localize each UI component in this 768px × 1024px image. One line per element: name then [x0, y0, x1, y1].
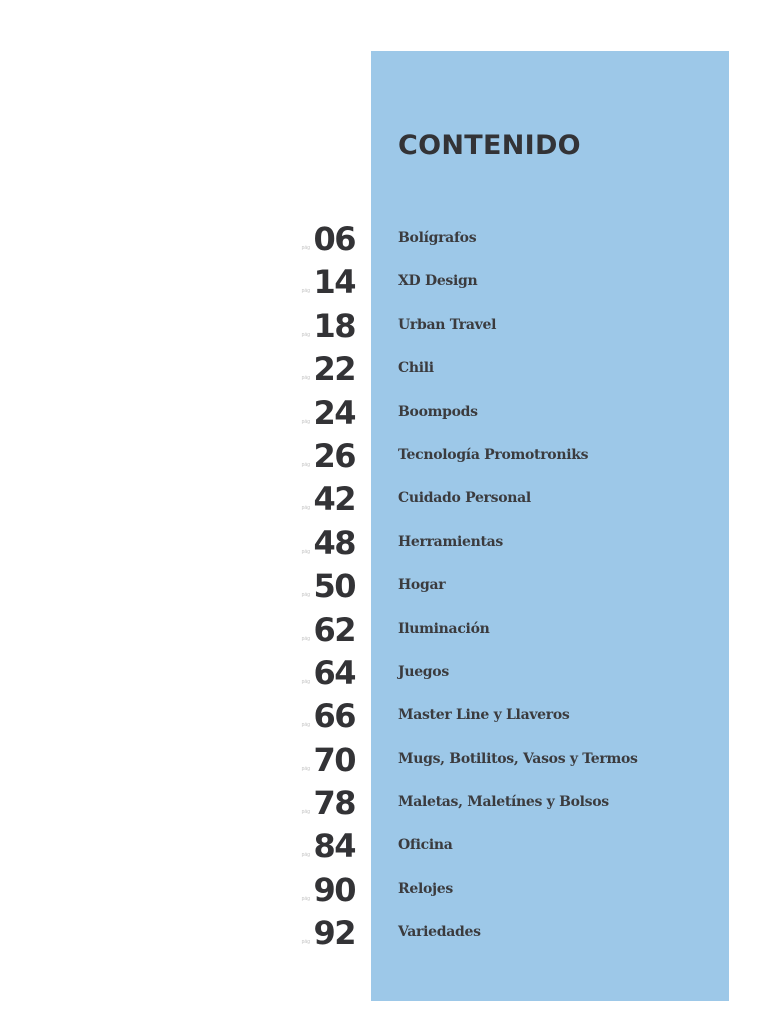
page-number: 24	[313, 393, 355, 432]
page-prefix: pág	[301, 418, 310, 425]
section-name[interactable]: Oficina	[398, 837, 453, 854]
section-name[interactable]: Tecnología Promotroniks	[398, 446, 589, 463]
page-number: 64	[313, 653, 355, 692]
page-number: 92	[313, 914, 355, 953]
toc-entry[interactable]	[0, 391, 768, 434]
toc-entry[interactable]	[0, 694, 768, 737]
page-prefix: pág	[301, 331, 310, 338]
page-number: 78	[313, 784, 355, 823]
section-name[interactable]: Iluminación	[398, 620, 490, 637]
section-name[interactable]: Bolígrafos	[398, 230, 477, 246]
page-number: 70	[313, 740, 355, 779]
page-prefix: pág	[301, 245, 310, 251]
page-prefix: pág	[301, 505, 310, 512]
page-number: 42	[313, 480, 355, 519]
page-number: 90	[313, 870, 355, 909]
page-prefix: pág	[301, 635, 310, 642]
section-name[interactable]: Chili	[398, 360, 434, 377]
page-number: 26	[313, 436, 355, 475]
page-prefix: pág	[301, 678, 310, 685]
page-number: 50	[313, 567, 355, 606]
page-prefix: pág	[301, 375, 310, 382]
page-number: 84	[313, 827, 355, 866]
table-of-contents	[0, 217, 768, 955]
page-number: 14	[313, 263, 355, 302]
page-prefix: pág	[301, 548, 310, 555]
toc-entry[interactable]	[0, 260, 768, 303]
page-prefix: pág	[301, 852, 310, 859]
page-number: 48	[313, 523, 355, 562]
page-number: 22	[313, 350, 355, 389]
toc-entry[interactable]	[0, 347, 768, 390]
section-name[interactable]: Juegos	[398, 663, 449, 680]
toc-entry[interactable]	[0, 738, 768, 781]
section-name[interactable]: Maletas, Maletínes y Bolsos	[398, 794, 609, 811]
page-number: 62	[313, 610, 355, 649]
page-prefix: pág	[301, 809, 310, 816]
page-prefix: pág	[301, 765, 310, 772]
section-name[interactable]: Boompods	[398, 403, 478, 420]
section-name[interactable]: Herramientas	[398, 533, 503, 550]
page-prefix: pág	[301, 592, 310, 599]
section-name[interactable]: Master Line y Llaveros	[398, 707, 570, 724]
section-name[interactable]: Hogar	[398, 577, 446, 594]
section-name[interactable]: Cuidado Personal	[398, 490, 531, 507]
toc-entry[interactable]	[0, 521, 768, 564]
toc-entry[interactable]	[0, 564, 768, 607]
section-name[interactable]: Urban Travel	[398, 316, 497, 333]
page-prefix: pág	[301, 895, 310, 902]
section-name[interactable]: Relojes	[398, 880, 453, 897]
toc-entry[interactable]	[0, 651, 768, 694]
toc-entry[interactable]	[0, 781, 768, 824]
toc-entry[interactable]	[0, 477, 768, 520]
toc-entry[interactable]	[0, 608, 768, 651]
page-number: 18	[313, 306, 355, 345]
page-number: 66	[313, 697, 355, 736]
toc-entry[interactable]	[0, 911, 768, 954]
page-prefix: pág	[301, 722, 310, 729]
section-name[interactable]: XD Design	[398, 273, 478, 290]
section-name[interactable]: Mugs, Botilitos, Vasos y Termos	[398, 750, 638, 767]
page-number: 06	[313, 220, 355, 258]
page-prefix: pág	[301, 461, 310, 468]
toc-entry[interactable]	[0, 868, 768, 911]
toc-entry[interactable]	[0, 434, 768, 477]
toc-entry[interactable]	[0, 304, 768, 347]
toc-entry[interactable]	[0, 217, 768, 260]
page-prefix: pág	[301, 288, 310, 295]
contents-title: CONTENIDO	[398, 130, 581, 161]
toc-entry[interactable]	[0, 824, 768, 867]
section-name[interactable]: Variedades	[398, 924, 481, 941]
page-prefix: pág	[301, 939, 310, 946]
